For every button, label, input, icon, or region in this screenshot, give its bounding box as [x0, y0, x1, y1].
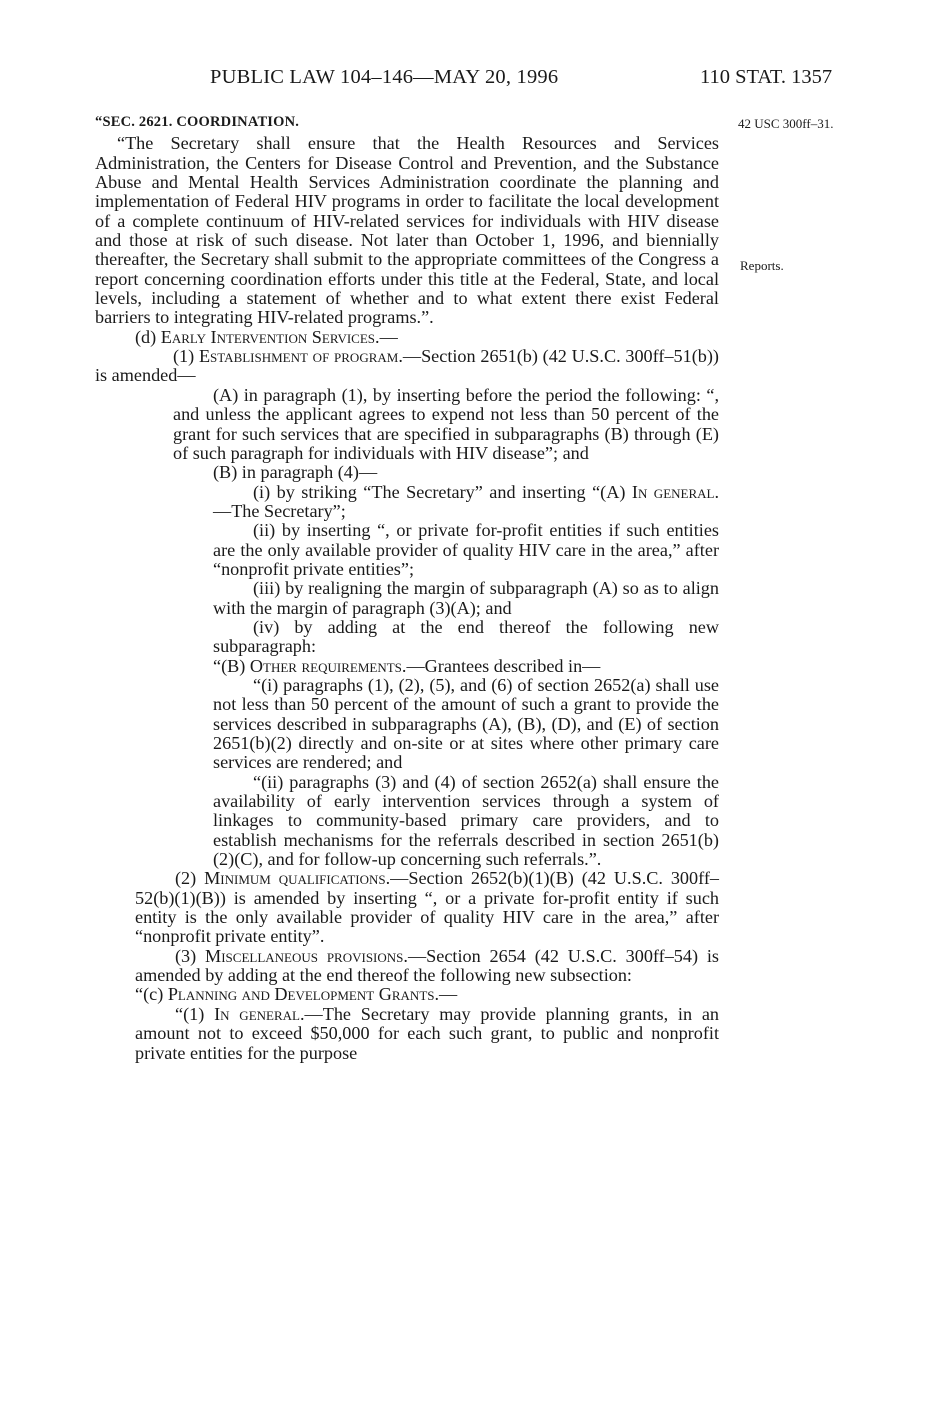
margin-note-usc-citation: 42 USC 300ff–31.: [738, 116, 834, 131]
quoted-c-label: Planning and Development Grants.—: [167, 984, 458, 1005]
clause-i-end: —The Secretary”;: [213, 500, 346, 521]
quoted-subparagraph-b: [95, 657, 719, 676]
margin-note-reports: Reports.: [740, 258, 784, 273]
body-text: [95, 113, 719, 1063]
subparagraph-a: (A) in paragraph (1), by inserting before the period the following: “, and unless the applicant agrees to expend not less than 50 percent of the grant for such services that are specified in subparagraphs (B) through (E) of such paragraph for individuals with HIV disease”; and: [173, 384, 719, 463]
clause-i-text: (i) by striking “The Secretary” and inserting “(A): [253, 481, 626, 502]
paragraph-1-prefix: (1): [173, 346, 199, 367]
clause-iv: (iv) by adding at the end thereof the following new subparagraph:: [213, 616, 719, 657]
paragraph-1: [95, 347, 719, 386]
paragraph-1-text: —Section 2651(b) (42 U.S.C. 300ff–51(b)) is amended—: [95, 346, 719, 386]
subparagraph-b: (B) in paragraph (4)—: [213, 462, 378, 483]
subsection-d-prefix: (d): [135, 326, 161, 347]
paragraph-1-label: Establishment of program.: [198, 346, 403, 367]
quoted-subsection-c: [95, 985, 719, 1004]
quoted-1-text: —The Secretary may provide planning grants, in an amount not to exceed $50,000 for each such grant, to public and nonprofit private entities for the purpose: [135, 1003, 720, 1063]
page-reference: 110 STAT. 1357: [700, 66, 833, 88]
subsection-d-heading: [95, 328, 719, 347]
paragraph-3: [95, 947, 719, 986]
quoted-clause-i: “(i) paragraphs (1), (2), (5), and (6) of section 2652(a) shall use not less than 50 percent of the amount of such a grant to provide the services described in subparagraphs (A), (B), (D), and (E) of section 2651(b)(2) directly and on-site or at sites where other primary care services are rendered; and: [213, 674, 719, 773]
quoted-c-prefix: “(c): [135, 984, 168, 1005]
clause-iii: (iii) by realigning the margin of subparagraph (A) so as to align with the margin of paragraph (3)(A); and: [213, 578, 719, 618]
quoted-1-label: In general.: [214, 1003, 305, 1024]
paragraph-2-label: Minimum qualifications.: [204, 868, 391, 889]
paragraph-2-text: —Section 2652(b)(1)(B) (42 U.S.C. 300ff–52(b)(1)(B)) is amended by inserting “, or a private for-profit entity if such entity is the only available provider of quality HIV care in the area,” after “nonprofit private entity”.: [135, 868, 719, 947]
subsection-d-title: Early Intervention Services.—: [160, 326, 398, 347]
quoted-b-prefix: “(B): [213, 655, 250, 676]
coordination-paragraph: “The Secretary shall ensure that the Health Resources and Services Administration, the Centers for Disease Control and Prevention, and the Substance Abuse and Mental Health Services Administration coordinate the planning and implementation of Federal HIV programs in order to facilitate the local development of a complete continuum of HIV-related services for individuals with HIV disease and those at risk of such disease. Not later than October 1, 1996, and biennially thereafter, the Secretary shall submit to the appropriate committees of the Congress a report concerning coordination efforts under this title at the Federal, State, and local levels, including a statement of whether and to what extent there exist Federal barriers to integrating HIV-related programs.”.: [95, 133, 719, 328]
running-head-title: PUBLIC LAW 104–146—MAY 20, 1996: [210, 66, 559, 88]
paragraph-2-prefix: (2): [175, 868, 205, 889]
quoted-b-text: —Grantees described in—: [406, 655, 601, 676]
quoted-clause-ii: “(ii) paragraphs (3) and (4) of section 2652(a) shall ensure the availability of early intervention services through a system of linkages to community-based primary care providers, and to establish mechanisms for the referrals described in section 2651(b)(2)(C), and for follow-up concerning such referrals.”.: [213, 771, 719, 870]
paragraph-3-label: Miscellaneous provisions.: [205, 945, 408, 966]
clause-i-label: In general.: [631, 481, 720, 502]
clause-i: [95, 483, 719, 522]
clause-ii: (ii) by inserting “, or private for-profit entities if such entities are the only available provider of quality HIV care in the area,” after “nonprofit private entities”;: [213, 520, 719, 579]
paragraph-3-prefix: (3): [175, 945, 206, 966]
paragraph-2: [95, 869, 719, 946]
paragraph-3-text: —Section 2654 (42 U.S.C. 300ff–54) is amended by adding at the end thereof the following new subsection:: [135, 945, 719, 986]
section-heading: “SEC. 2621. COORDINATION.: [95, 114, 300, 130]
quoted-paragraph-1: [95, 1005, 719, 1063]
quoted-1-prefix: “(1): [175, 1003, 215, 1024]
quoted-b-label: Other requirements.: [249, 655, 407, 676]
